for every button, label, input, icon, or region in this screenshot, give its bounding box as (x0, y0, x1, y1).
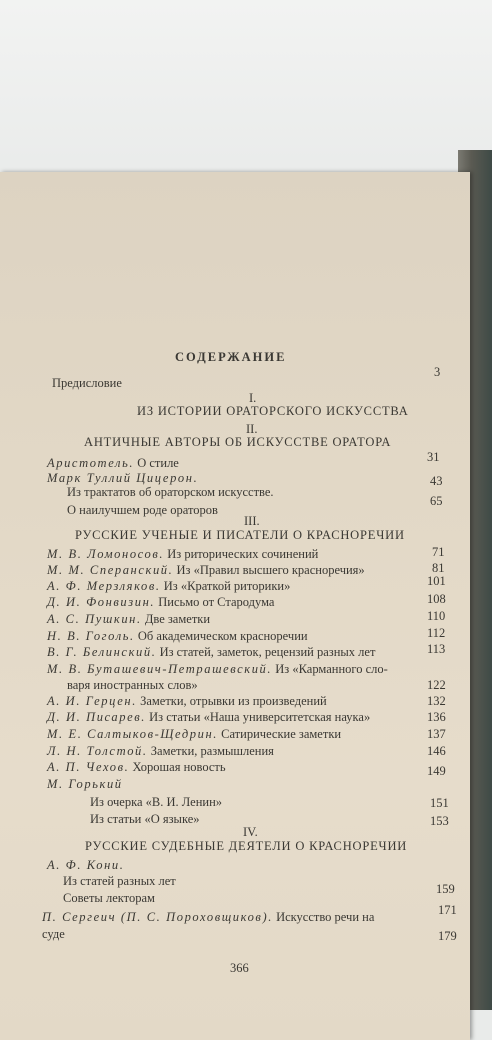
page-number: 366 (230, 961, 249, 975)
section-3-number: III. (244, 514, 260, 528)
toc-entry: Из трактатов об ораторском искусстве. (67, 485, 274, 499)
toc-entry-page: 43 (430, 474, 443, 488)
toc-entry-page: 137 (427, 727, 446, 741)
book-page (0, 172, 470, 1040)
section-2-title: АНТИЧНЫЕ АВТОРЫ ОБ ИСКУССТВЕ ОРАТОРА (84, 435, 392, 449)
toc-entry: Из статей разных лет (63, 874, 176, 888)
section-4-title: РУССКИЕ СУДЕБНЫЕ ДЕЯТЕЛИ О КРАСНОРЕЧИИ (85, 839, 408, 853)
toc-preface-label: Предисловие (52, 376, 122, 390)
toc-entry: Из статьи «О языке» (90, 812, 200, 826)
toc-entry-page: 31 (427, 450, 440, 464)
toc-entry-page: 159 (436, 882, 455, 896)
toc-entry-page: 151 (430, 796, 449, 810)
toc-entry: суде (42, 927, 65, 941)
toc-entry: М. В. Буташевич-Петрашевский. Из «Карманного сло- (47, 662, 388, 676)
toc-entry-page: 171 (438, 903, 457, 917)
section-1-title: ИЗ ИСТОРИИ ОРАТОРСКОГО ИСКУССТВА (137, 404, 409, 418)
toc-entry: Марк Туллий Цицерон. (47, 471, 199, 485)
toc-entry-page: 112 (427, 626, 446, 640)
toc-entry-page: 108 (427, 592, 446, 606)
toc-entry-page: 81 (432, 561, 445, 575)
toc-entry: А. П. Чехов. Хорошая новость (47, 760, 226, 774)
toc-entry: Н. В. Гоголь. Об академическом красноречии (47, 629, 308, 643)
toc-entry: Д. И. Фонвизин. Письмо от Стародума (47, 595, 275, 609)
toc-entry: М. М. Сперанский. Из «Правил высшего красноречия» (47, 563, 365, 577)
toc-entry: В. Г. Белинский. Из статей, заметок, рецензий разных лет (47, 645, 376, 659)
toc-entry-page: 179 (438, 929, 457, 943)
toc-preface-page: 3 (434, 365, 441, 379)
toc-entry: П. Сергеич (П. С. Пороховщиков). Искусство речи на (42, 910, 375, 924)
toc-entry-page: 101 (427, 574, 446, 588)
toc-entry: Д. И. Писарев. Из статьи «Наша университетская наука» (47, 710, 371, 724)
toc-entry-page: 65 (430, 494, 443, 508)
toc-entry: А. Ф. Кони. (47, 858, 125, 872)
toc-entry: варя иностранных слов» (67, 678, 198, 692)
toc-entry-page: 110 (427, 609, 446, 623)
toc-entry: М. В. Ломоносов. Из риторических сочинений (47, 547, 319, 561)
toc-entry-page: 132 (427, 694, 446, 708)
section-4-number: IV. (243, 825, 258, 839)
toc-entry-page: 122 (427, 678, 446, 692)
section-3-title: РУССКИЕ УЧЕНЫЕ И ПИСАТЕЛИ О КРАСНОРЕЧИИ (75, 528, 405, 542)
toc-entry-page: 149 (427, 764, 446, 778)
toc-entry-page: 113 (427, 642, 446, 656)
toc-entry: А. Ф. Мерзляков. Из «Краткой риторики» (47, 579, 291, 593)
section-2-number: II. (246, 422, 258, 436)
toc-entry: Советы лекторам (63, 891, 155, 905)
toc-title: СОДЕРЖАНИЕ (175, 350, 287, 364)
toc-entry-page: 71 (432, 545, 445, 559)
toc-entry: А. С. Пушкин. Две заметки (47, 612, 211, 626)
toc-entry-page: 146 (427, 744, 446, 758)
toc-entry: М. Е. Салтыков-Щедрин. Сатирические заметки (47, 727, 342, 741)
toc-entry: А. И. Герцен. Заметки, отрывки из произведений (47, 694, 327, 708)
toc-entry-page: 136 (427, 710, 446, 724)
toc-entry: Из очерка «В. И. Ленин» (90, 795, 223, 809)
toc-entry: Аристотель. О стиле (47, 456, 179, 470)
section-1-number: I. (249, 391, 257, 405)
toc-entry-page: 153 (430, 814, 449, 828)
toc-entry: М. Горький (47, 777, 123, 791)
toc-entry: Л. Н. Толстой. Заметки, размышления (47, 744, 274, 758)
toc-entry: О наилучшем роде ораторов (67, 503, 218, 517)
